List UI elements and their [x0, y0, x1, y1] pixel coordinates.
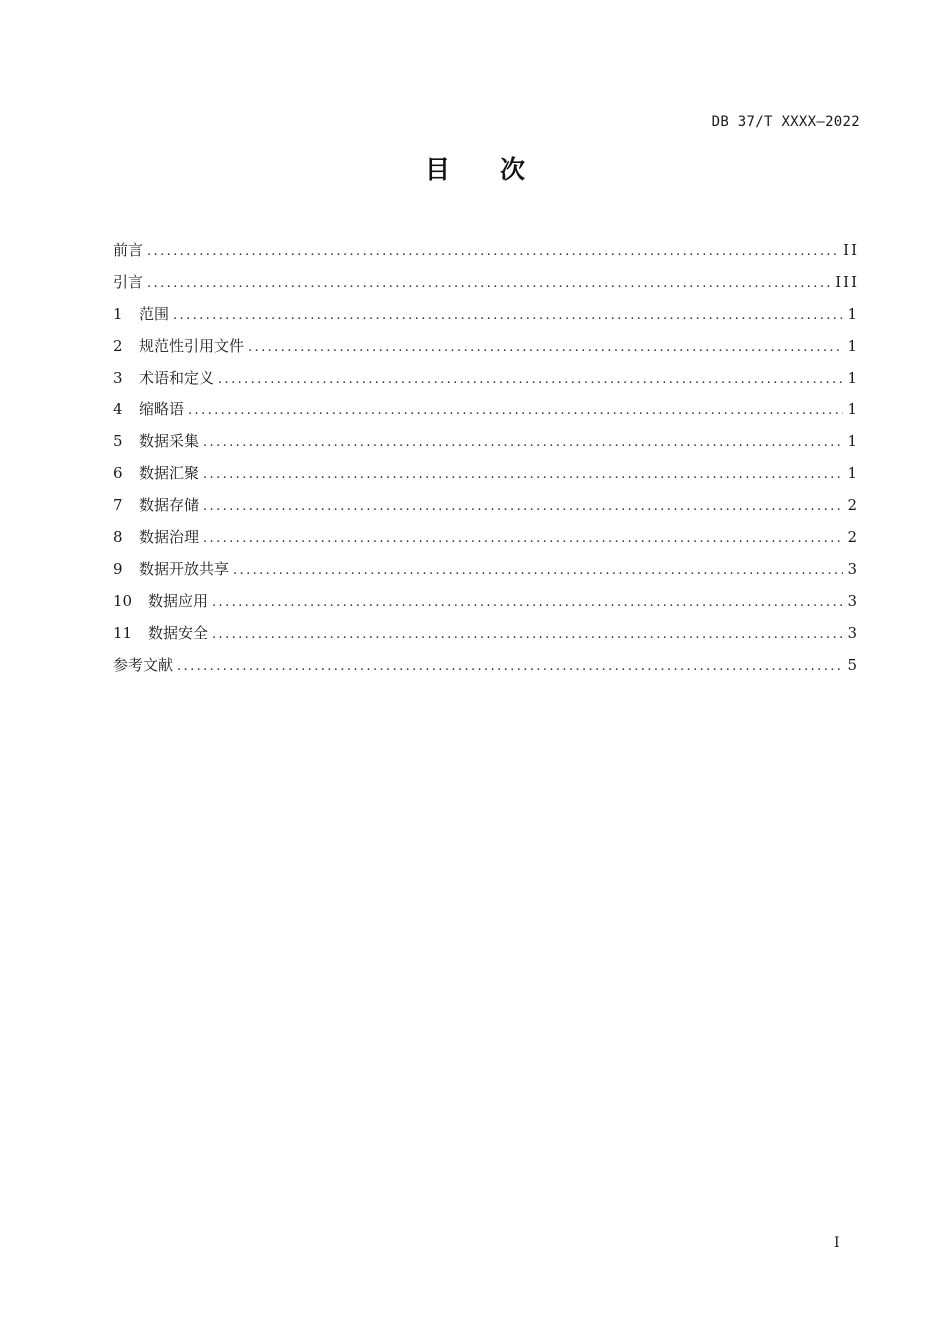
toc-entry-label: 数据汇聚	[139, 464, 200, 483]
toc-entry-number: 7	[113, 496, 123, 515]
dot-leader	[218, 368, 843, 392]
dot-leader	[203, 495, 843, 519]
toc-entry-label: 范围	[139, 304, 170, 323]
dot-leader	[203, 463, 843, 487]
toc-entry-label: 引言	[113, 272, 144, 291]
toc-entry-label: 数据开放共享	[139, 559, 230, 578]
toc-entry-number: 5	[113, 432, 123, 451]
toc-entry-page: II	[843, 241, 859, 259]
toc-entry-page: III	[835, 272, 859, 291]
toc-entry-label: 数据采集	[139, 432, 200, 451]
dot-leader	[212, 591, 843, 615]
toc-entry-page: 1	[847, 368, 859, 387]
toc-entry-page: 3	[847, 559, 859, 578]
toc-entry-page: 1	[847, 432, 859, 451]
dot-leader	[248, 336, 843, 360]
toc-entry-1[interactable]	[113, 302, 859, 334]
toc-entry-4[interactable]	[113, 397, 859, 429]
toc-entry-3[interactable]	[113, 366, 859, 398]
toc-entry-number: 8	[113, 528, 123, 547]
page-number: I	[834, 1235, 840, 1251]
toc-entry-number: 3	[113, 368, 123, 387]
toc-entry-9[interactable]	[113, 557, 859, 589]
toc-entry-page: 2	[847, 496, 859, 515]
toc-entry-label: 规范性引用文件	[139, 336, 245, 355]
toc-entry-label: 数据安全	[148, 623, 209, 642]
toc-entry-number: 10	[113, 591, 133, 610]
toc-entry-label: 前言	[113, 241, 144, 259]
toc-entry-introduction[interactable]	[113, 270, 859, 302]
toc-entry-label: 术语和定义	[139, 368, 215, 387]
toc-entry-page: 1	[847, 336, 859, 355]
toc-entry-page: 1	[847, 464, 859, 483]
toc-entry-label: 数据存储	[139, 496, 200, 515]
toc-entry-page: 3	[847, 623, 859, 642]
dot-leader	[212, 623, 843, 647]
toc-entry-foreword[interactable]	[113, 238, 859, 270]
toc-entry-number: 11	[113, 623, 133, 642]
page-title: 目次	[424, 155, 575, 184]
dot-leader	[188, 399, 843, 423]
dot-leader	[147, 272, 831, 296]
toc-entry-2[interactable]	[113, 334, 859, 366]
toc-entry-6[interactable]	[113, 461, 859, 493]
dot-leader	[203, 431, 843, 455]
toc-entry-label: 缩略语	[139, 400, 185, 419]
toc-entry-8[interactable]	[113, 525, 859, 557]
toc-entry-page: 1	[847, 304, 859, 323]
toc-entry-references[interactable]	[113, 653, 859, 685]
dot-leader	[233, 559, 843, 583]
toc-entry-page: 1	[847, 400, 859, 419]
document-code: DB 37/T XXXX—2022	[711, 114, 860, 130]
toc-entry-page: 2	[847, 528, 859, 547]
dot-leader	[177, 655, 843, 679]
toc-entry-5[interactable]	[113, 429, 859, 461]
toc-entry-10[interactable]	[113, 589, 859, 621]
toc-entry-11[interactable]	[113, 621, 859, 653]
toc-entry-label: 数据治理	[139, 528, 200, 547]
toc-entry-page: 5	[847, 655, 859, 674]
toc-entry-number: 1	[113, 304, 123, 323]
toc-entry-label: 参考文献	[113, 655, 174, 674]
toc-entry-number: 6	[113, 464, 123, 483]
toc-entry-number: 9	[113, 559, 123, 578]
toc-entry-page: 3	[847, 591, 859, 610]
toc-entry-label: 数据应用	[148, 591, 209, 610]
table-of-contents	[113, 238, 859, 684]
toc-entry-7[interactable]	[113, 493, 859, 525]
toc-entry-number: 4	[113, 400, 123, 419]
dot-leader	[173, 304, 843, 328]
dot-leader	[147, 240, 839, 264]
toc-entry-number: 2	[113, 336, 123, 355]
dot-leader	[203, 527, 843, 551]
